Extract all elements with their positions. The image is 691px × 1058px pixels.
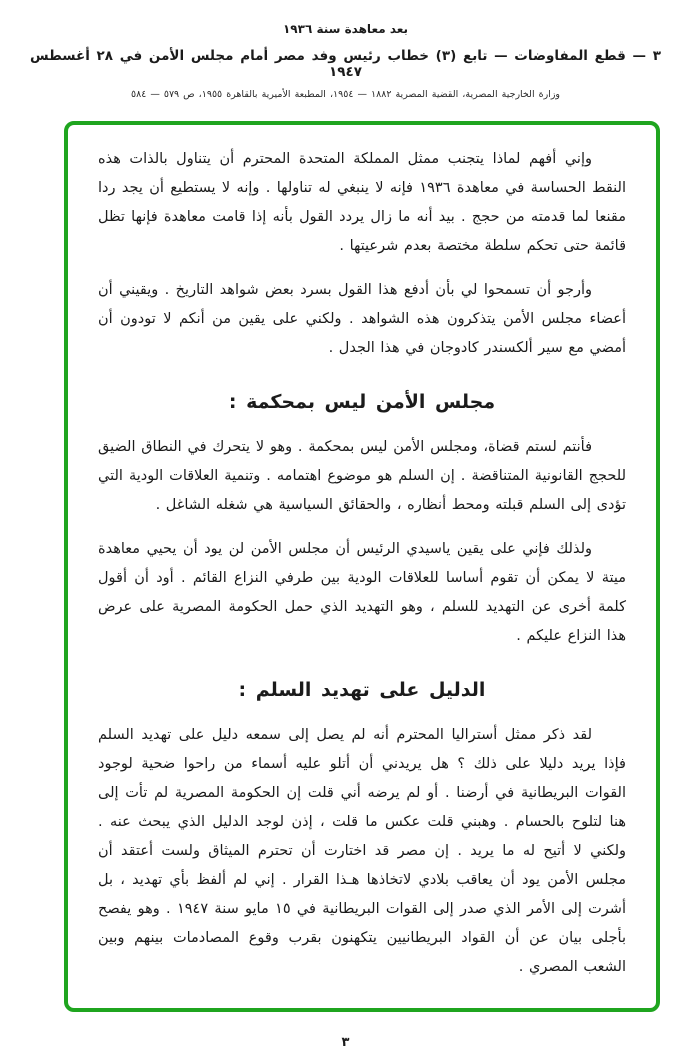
body-paragraph-2: وأرجو أن تسمحوا لي بأن أدفع هذا القول بسرد بعض شواهد التاريخ . ويقيني أن أعضاء مجلس الأمن يتذكرون هذه الشواهد . ولكني على يقين من أنكم لا تودون أن أمضي مع سير ألكسندر كادوجان في هذا الجدل . [98, 282, 626, 356]
section-heading-evidence-of-threat: الدليل على تهديد السلم : [238, 679, 486, 701]
section-heading-security-council-not-court: مجلس الأمن ليس بمحكمة : [228, 391, 496, 413]
green-border-frame [64, 121, 660, 1012]
body-paragraph-4: ولذلك فإني على يقين ياسيدي الرئيس أن مجلس الأمن لن يود أن يحيي معاهدة ميتة لا يمكن أن تقوم أساسا للعلاقات الودية بين طرفي النزاع القائم . أود أن أقول كلمة أخرى عن التهديد للسلم ، وهو التهديد الذي حمل الحكومة المصرية على عرض هذا النزاع عليكم . [98, 541, 626, 644]
body-paragraph-1: وإني أفهم لماذا يتجنب ممثل المملكة المتحدة المحترم أن يتناول بالذات هذه النقط الحساسة في معاهدة ١٩٣٦ فإنه لا ينبغي له تناولها . وإنه لا يستطيع أن يجد ردا مقنعا لما قدمته من حجج . بيد أنه ما زال يردد القول بأنه إذا قامت معاهدة فإنها تظل قائمة حتى تحكم سلطة مختصة بعدم شرعيتها . [98, 151, 626, 254]
body-paragraph-5: لقد ذكر ممثل أستراليا المحترم أنه لم يصل إلى سمعه دليل على تهديد السلم فإذا يريد دليلا على ذلك ؟ هل يريدني أن أتلو عليه أسماء من راحوا ضحية لوجود القوات البريطانية في أرضنا . أو لم يرضه أني قلت إن الحكومة المصرية لم تأت إلى هنا لتلوح بالحسام . وهبني قلت عكس ما قلت ، إذن لوجد الدليل الذي يبحث عنه . ولكني لا أتيح له ما يريد . إن مصر قد اختارت أن تحترم الميثاق ولست أعتقد أن مجلس الأمن يود أن يعاقب بلادي لاتخاذها هـذا القرار . إني لم ألفظ بأي تهديد ، بل أشرت إلى الأمر الذي صدر إلى القوات البريطانية في ١٥ مايو سنة ١٩٤٧ . وهو يفصح بأجلى بيان عن أن القواد البريطانيين يتكهنون بقرب وقوع المصادمات بينهم وبين الشعب المصري . [98, 727, 626, 975]
body-paragraph-3: فأنتم لستم قضاة، ومجلس الأمن ليس بمحكمة . وهو لا يتحرك في النطاق الضيق للحجج القانونية المتناقضة . إن السلم هو موضوع اهتمامه . وتنمية العلاقات الودية التي تؤدى إلى السلم قبلته ومحط أنظاره ، والحقائق السياسية هي شغله الشاغل . [98, 439, 626, 513]
source-citation: وزارة الخارجية المصرية، القضية المصرية ١٨٨٢ — ١٩٥٤، المطبعة الأميرية بالقاهرة ١٩٥٥، ص ٥٧٩ — ٥٨٤ [130, 89, 560, 100]
page-number: ٣ [341, 1035, 350, 1050]
page-header-note: بعد معاهدة سنة ١٩٣٦ [282, 22, 409, 36]
document-title: ٣ — قطع المفاوضات — تابع (٣) خطاب رئيس وفد مصر أمام مجلس الأمن في ٢٨ أغسطس ١٩٤٧ [30, 48, 661, 80]
